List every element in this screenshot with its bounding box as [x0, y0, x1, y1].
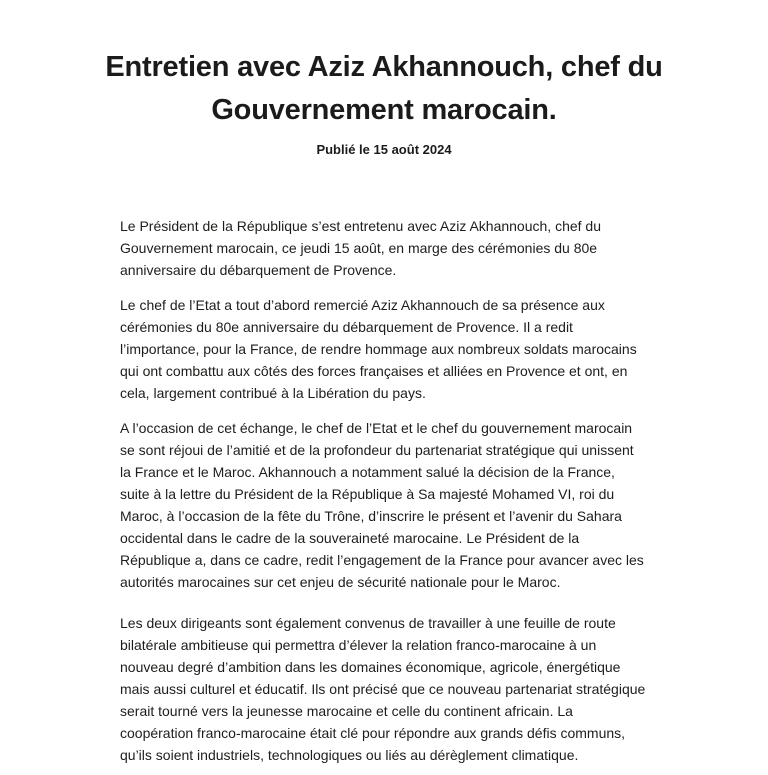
article-paragraph: A l’occasion de cet échange, le chef de l’Etat et le chef du gouvernement marocain se sont réjoui de l’amitié et de la profondeur du partenariat stratégique qui unissent la France et le Maroc. Akhannouch a notamment salué la décision de la France, suite à la lettre du Président de la République à Sa majesté Mohamed VI, roi du Maroc, à l’occasion de la fête du Trône, d’inscrire le présent et l’avenir du Sahara occidental dans le cadre de la souveraineté marocaine. Le Président de la République a, dans ce cadre, redit l’engagement de la France pour avancer avec les autorités marocaines sur cet enjeu de sécurité nationale pour le Maroc.	[120, 420, 644, 590]
publish-date: Publié le 15 août 2024	[316, 142, 452, 157]
page-title: Entretien avec Aziz Akhannouch, chef du Gouvernement marocain.	[105, 51, 663, 126]
article-header	[0, 0, 768, 159]
article-paragraph: Le chef de l’Etat a tout d’abord remercié Aziz Akhannouch de sa présence aux cérémonies du 80e anniversaire du débarquement de Provence. Il a redit l’importance, pour la France, de rendre hommage aux nombreux soldats marocains qui ont combattu aux côtés des forces françaises et alliées en Provence et ont, en cela, largement contribué à la Libération du pays.	[120, 297, 637, 401]
article-body	[120, 215, 648, 766]
article-paragraph: Les deux dirigeants sont également convenus de travailler à une feuille de route bilatérale ambitieuse qui permettra d’élever la relation franco-marocaine à un nouveau degré d’ambition dans les domaines économique, agricole, énergétique mais aussi culturel et éducatif. Ils ont précisé que ce nouveau partenariat stratégique serait tourné vers la jeunesse marocaine et celle du continent africain. La coopération franco-marocaine était clé pour répondre aux grands défis communs, qu’ils soient industriels, technologiques ou liés au dérèglement climatique.	[120, 615, 646, 763]
article-paragraph: Le Président de la République s’est entretenu avec Aziz Akhannouch, chef du Gouvernement marocain, ce jeudi 15 août, en marge des cérémonies du 80e anniversaire du débarquement de Provence.	[120, 218, 601, 278]
